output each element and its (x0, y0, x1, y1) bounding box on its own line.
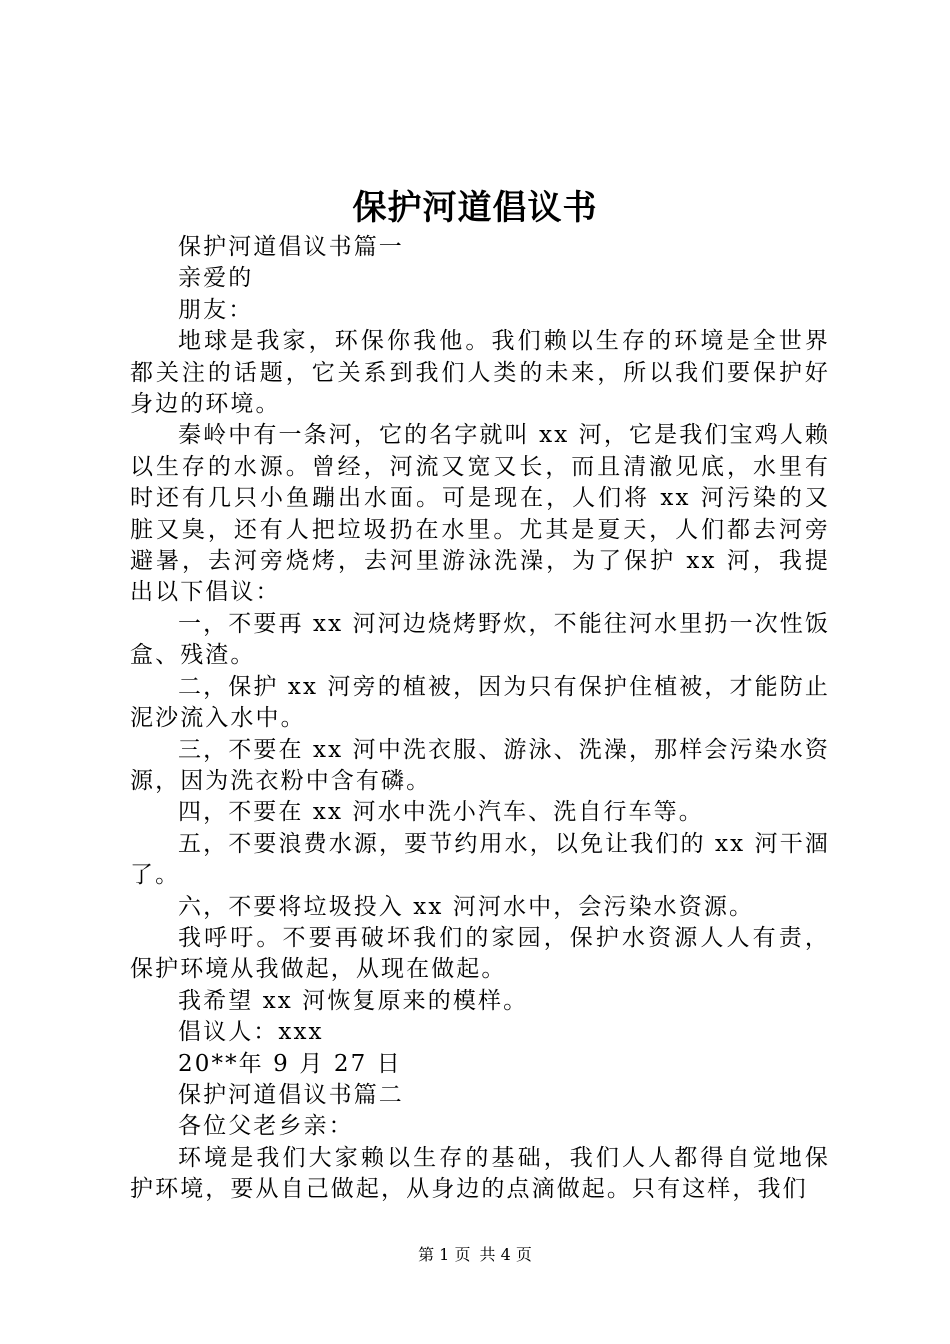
page-footer (0, 1243, 950, 1267)
section-heading-1: 保护河道倡议书篇一 (178, 234, 404, 260)
section-heading-2: 保护河道倡议书篇二 (178, 1081, 404, 1108)
paragraph: 环境是我们大家赖以生存的基础，我们人人都得自觉地保护环境，要从自己做起，从身边的点滴做起。只有这样，我们 (130, 1144, 830, 1203)
paragraph: 秦岭中有一条河，它的名字就叫 xx 河，它是我们宝鸡人赖以生存的水源。曾经，河流又宽又长，而且清澈见底，水里有时还有几只小鱼蹦出水面。可是现在，人们将 xx 河污染的又脏又臭，还有人把垃圾扔在水里。尤其是夏天，人们都去河旁避暑，去河旁烧烤，去河里游泳洗澡，为了保护 xx 河，我提出以下倡议： (130, 422, 830, 606)
proposal-item: 三，不要在 xx 河中洗衣服、游泳、洗澡，那样会污染水资源，因为洗衣粉中含有磷。 (130, 736, 830, 794)
proposal-item: 四，不要在 xx 河水中洗小汽车、洗自行车等。 (178, 799, 704, 826)
salutation-line-3: 各位父老乡亲： (178, 1113, 354, 1140)
salutation-line-2: 朋友： (178, 296, 254, 323)
paragraph: 我希望 xx 河恢复原来的模样。 (178, 987, 529, 1014)
signature-line: 倡议人：xxx (178, 1019, 324, 1046)
document-title: 保护河道倡议书 (352, 188, 598, 228)
document-body (130, 232, 830, 1206)
proposal-item: 六，不要将垃圾投入 xx 河河水中，会污染水资源。 (178, 893, 755, 920)
paragraph: 地球是我家，环保你我他。我们赖以生存的环境是全世界都关注的话题，它关系到我们人类的未来，所以我们要保护好身边的环境。 (130, 328, 830, 418)
page-number: 第 1 页 (418, 1245, 471, 1264)
proposal-item: 五，不要浪费水源，要节约用水，以免让我们的 xx 河干涸了。 (130, 830, 830, 889)
proposal-item: 二，保护 xx 河旁的植被，因为只有保护住植被，才能防止泥沙流入水中。 (130, 673, 830, 732)
salutation-line-1: 亲爱的 (178, 265, 254, 292)
page-total: 共 4 页 (479, 1245, 532, 1264)
paragraph: 我呼吁。不要再破坏我们的家园，保护水资源人人有责，保护环境从我做起，从现在做起。 (130, 924, 830, 983)
proposal-item: 一，不要再 xx 河河边烧烤野炊，不能往河水里扔一次性饭盒、残渣。 (130, 610, 830, 669)
date-line: 20**年 9 月 27 日 (178, 1050, 402, 1077)
